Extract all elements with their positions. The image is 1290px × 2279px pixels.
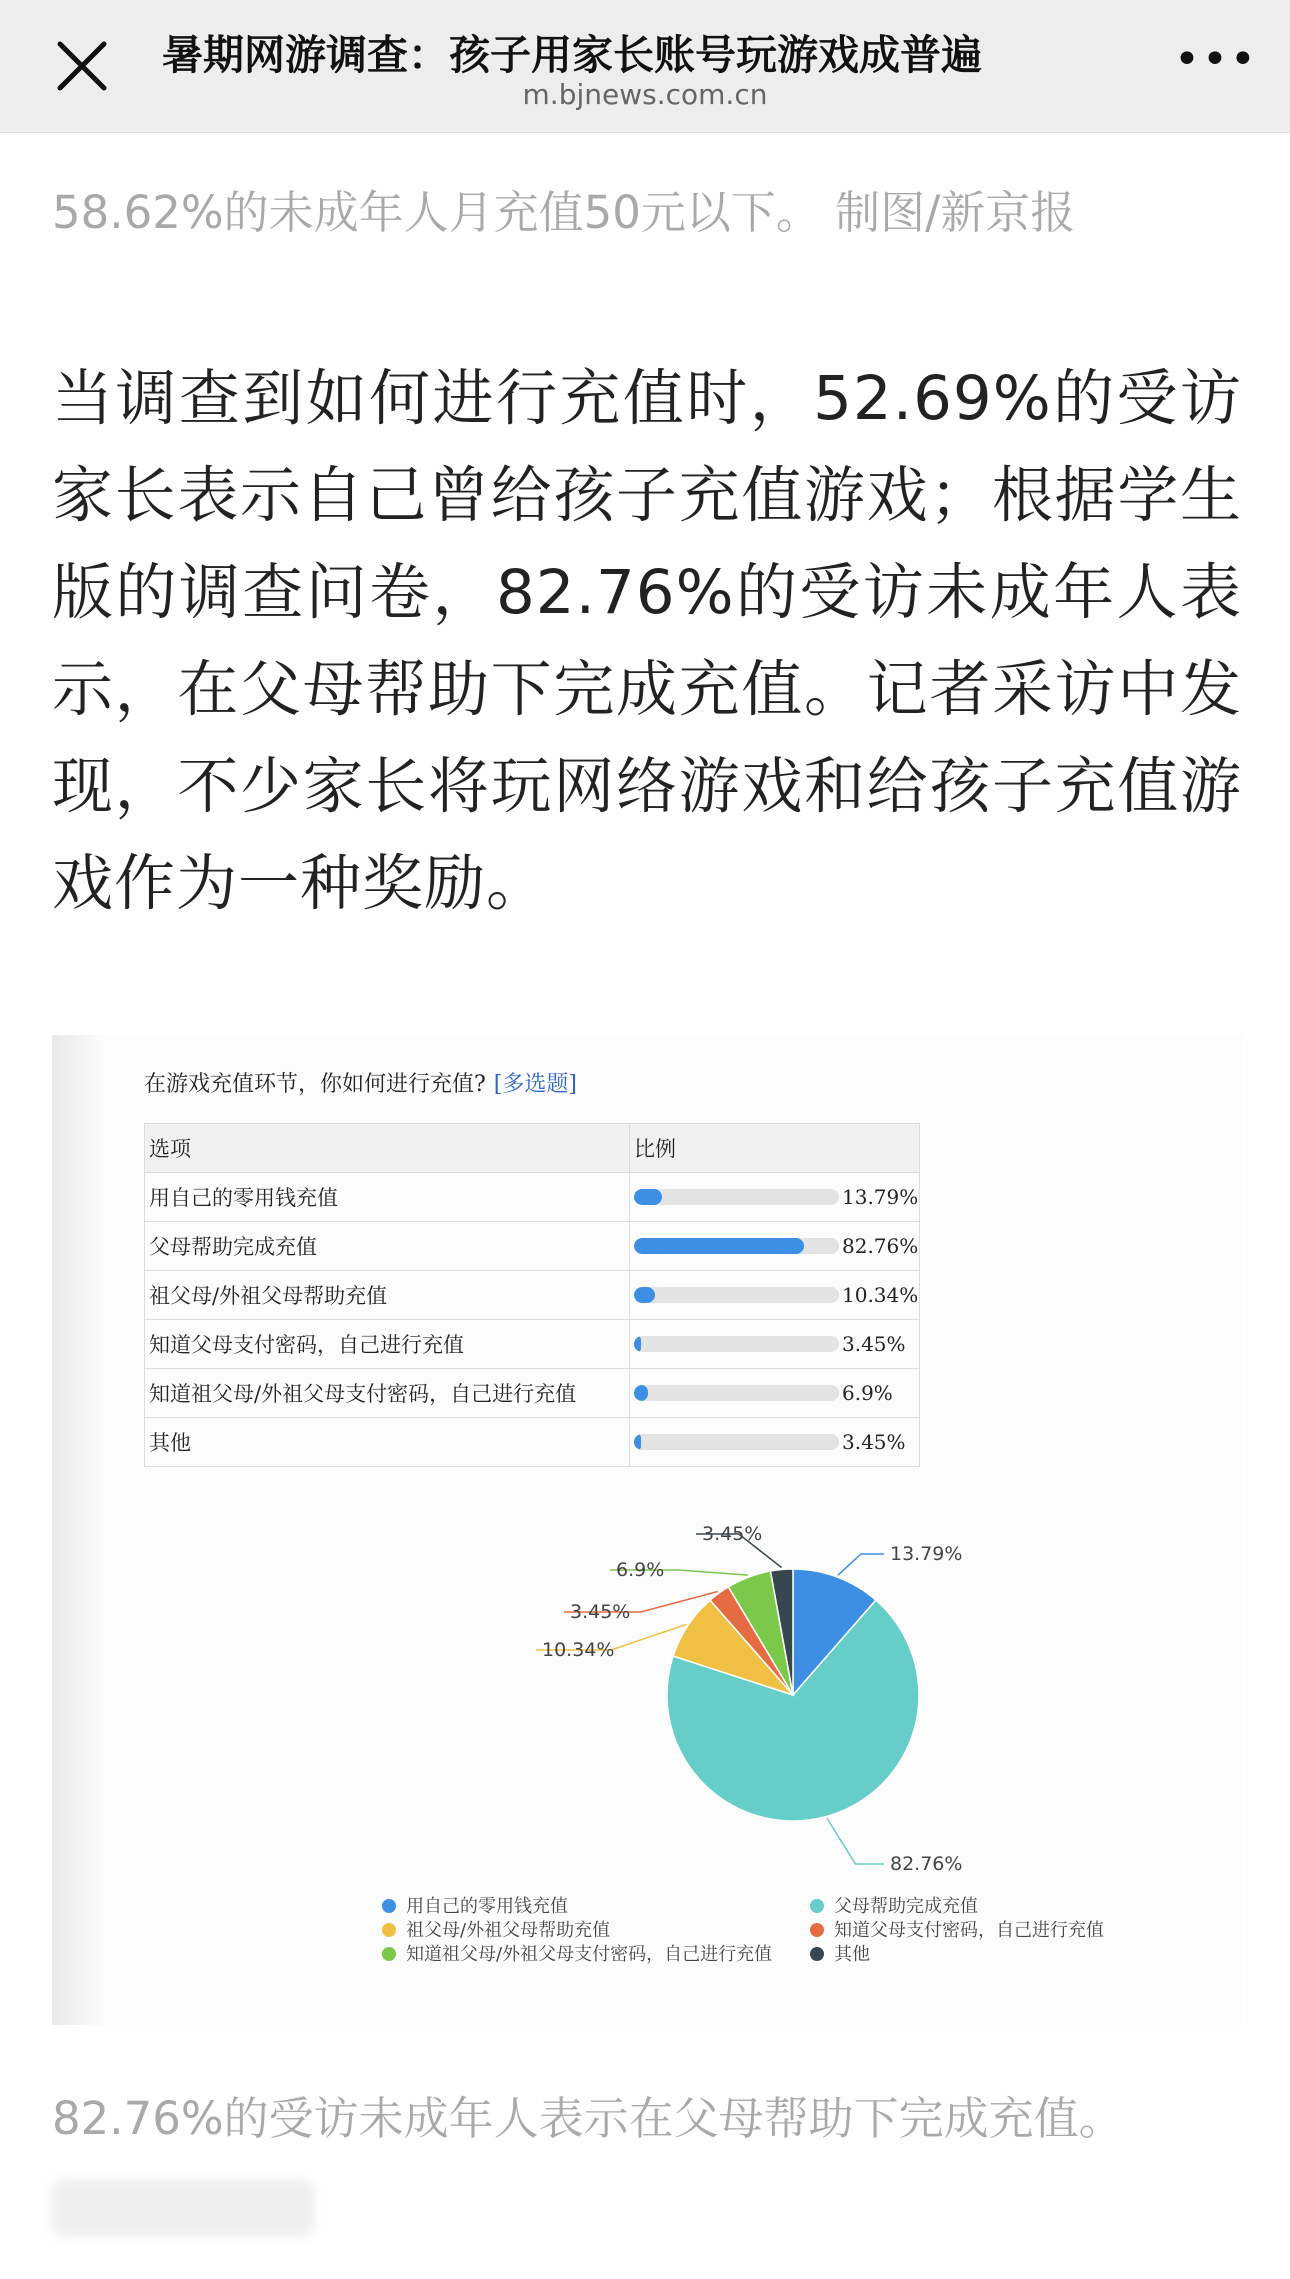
table-cell-option: 其他 bbox=[145, 1418, 630, 1467]
legend-color-dot bbox=[382, 1923, 396, 1937]
legend-color-dot bbox=[810, 1947, 824, 1961]
pie-chart bbox=[52, 1035, 1242, 2025]
legend-label: 知道父母支付密码，自己进行充值 bbox=[834, 1920, 1104, 1941]
legend-color-dot bbox=[382, 1899, 396, 1913]
top-nav-bar bbox=[0, 0, 1290, 133]
ratio-percent: 6.9% bbox=[842, 1381, 893, 1405]
blurred-content bbox=[52, 2180, 314, 2236]
column-header-option: 选项 bbox=[145, 1124, 630, 1173]
ratio-percent: 82.76% bbox=[842, 1234, 919, 1258]
legend-item bbox=[810, 1916, 1104, 1942]
page-title-text: 暑期网游调查：孩子用家长账号玩游戏成普遍 bbox=[162, 31, 982, 78]
more-options-button[interactable]: ••• bbox=[1174, 34, 1258, 85]
legend-item bbox=[382, 1916, 610, 1942]
legend-label: 用自己的零用钱充值 bbox=[406, 1896, 568, 1917]
legend-item bbox=[810, 1940, 870, 1966]
legend-label: 祖父母/外祖父母帮助充值 bbox=[406, 1920, 611, 1941]
legend-color-dot bbox=[810, 1923, 824, 1937]
legend-label: 父母帮助完成充值 bbox=[834, 1896, 978, 1917]
ratio-percent: 3.45% bbox=[842, 1332, 906, 1356]
ratio-percent: 13.79% bbox=[842, 1185, 919, 1209]
table-cell-option: 父母帮助完成充值 bbox=[145, 1222, 630, 1271]
legend-label: 其他 bbox=[834, 1944, 870, 1965]
ratio-percent: 3.45% bbox=[842, 1430, 906, 1454]
article-paragraph: 当调查到如何进行充值时，52.69%的受访家长表示自己曾给孩子充值游戏；根据学生版的调查问卷，82.76%的受访未成年人表示，在父母帮助下完成充值。记者采访中发现，不少家长将玩网络游戏和给孩子充值游戏作为一种奖励。 bbox=[52, 363, 1242, 919]
legend-color-dot bbox=[382, 1947, 396, 1961]
page-url: m.bjnews.com.cn bbox=[522, 78, 768, 111]
pie-leader-line bbox=[827, 1818, 884, 1864]
image-caption-bottom: 82.76%的受访未成年人表示在父母帮助下完成充值。 bbox=[52, 2092, 1124, 2145]
pie-data-label: 6.9% bbox=[616, 1559, 665, 1581]
ratio-percent: 10.34% bbox=[842, 1283, 919, 1307]
survey-chart-image[interactable] bbox=[52, 1035, 1242, 2025]
legend-color-dot bbox=[810, 1899, 824, 1913]
table-cell-option: 用自己的零用钱充值 bbox=[145, 1173, 630, 1222]
pie-data-label: 13.79% bbox=[890, 1543, 963, 1565]
pie-data-label: 3.45% bbox=[702, 1523, 763, 1545]
page-title bbox=[162, 22, 1120, 78]
survey-question-tag: [多选题] bbox=[493, 1072, 577, 1097]
column-header-ratio: 比例 bbox=[630, 1124, 920, 1173]
image-caption-top: 58.62%的未成年人月充值50元以下。 制图/新京报 bbox=[52, 186, 1076, 239]
table-cell-option: 知道父母支付密码，自己进行充值 bbox=[145, 1320, 630, 1369]
table-cell-option: 祖父母/外祖父母帮助充值 bbox=[145, 1271, 630, 1320]
legend-label: 知道祖父母/外祖父母支付密码，自己进行充值 bbox=[406, 1944, 773, 1965]
pie-data-label: 10.34% bbox=[542, 1639, 615, 1661]
legend-item bbox=[810, 1892, 978, 1918]
title-fade bbox=[1050, 22, 1120, 78]
pie-data-label: 82.76% bbox=[890, 1853, 963, 1875]
pie-data-label: 3.45% bbox=[570, 1601, 631, 1623]
pie-leader-line bbox=[838, 1554, 884, 1575]
legend-item bbox=[382, 1892, 568, 1918]
table-cell-option: 知道祖父母/外祖父母支付密码，自己进行充值 bbox=[145, 1369, 630, 1418]
survey-question-text: 在游戏充值环节，你如何进行充值? bbox=[144, 1072, 486, 1097]
legend-item bbox=[382, 1940, 772, 1966]
